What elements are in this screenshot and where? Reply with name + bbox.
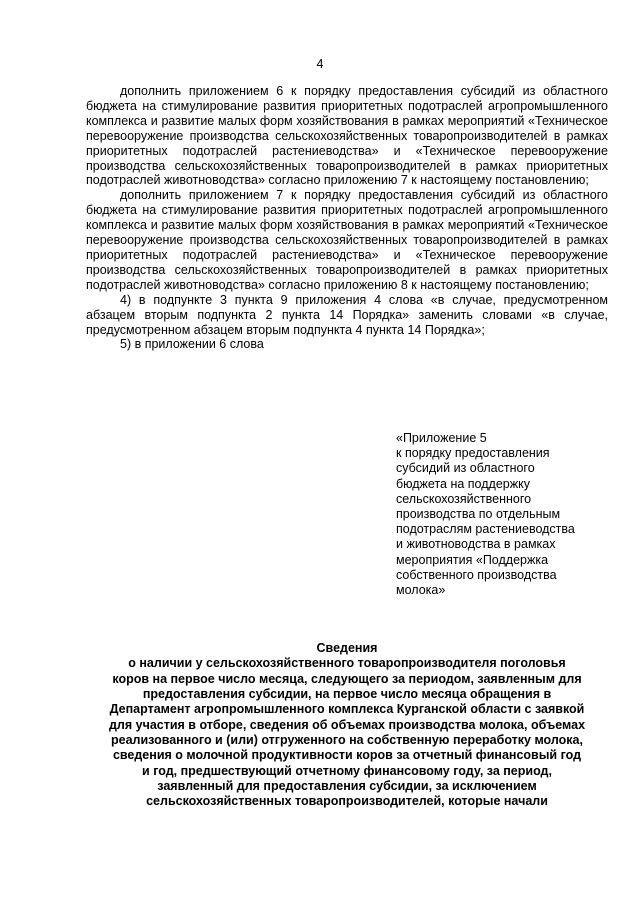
appendix-line: подотраслям растениеводства [396,522,575,537]
heading-line: сведения о молочной продуктивности коров за отчетный финансовый год [112,748,582,763]
appendix-line: мероприятия «Поддержка [396,552,549,567]
appendix-line: к порядку предоставления [396,446,550,461]
heading-line: заявленный для предоставления субсидии, за исключением [157,779,537,794]
heading-line: реализованного и (или) отгруженного на собственную переработку молока, [111,733,583,748]
appendix-line: субсидий из областного [396,461,535,476]
heading-line: сельскохозяйственных товаропроизводителей, которые начали [146,794,548,809]
page-number: 4 [316,57,324,71]
heading-line: о наличии у сельскохозяйственного товаропроизводителя поголовья [128,656,566,671]
appendix-line: производства по отдельным [396,507,561,522]
heading-line: для участия в отборе, сведения об объемах производства молока, объемах [108,717,586,732]
paragraph-appendix-6: дополнить приложением 6 к порядку предоставления субсидий из областного бюджета на стимулирование развития приоритетных подотраслей агропромышленного комплекса и развитие малых форм хозяйствования в рамках мероприятий «Техническое перевооружение производства сельскохозяйственных товаропроизводителей в рамках приоритетных подотраслей растениеводства» и «Техническое перевооружение производства сельскохозяйственных товаропроизводителей в рамках приоритетных подотраслей животноводства» согласно приложению 7 к настоящему постановлению; [86,84,608,188]
heading-line: коров на первое число месяца, следующего за периодом, заявленным для [112,671,582,686]
heading-line: предоставления субсидии, на первое число месяца обращения в [142,687,552,702]
heading: Сведения [316,641,378,655]
paragraph-appendix-7: дополнить приложением 7 к порядку предоставления субсидий из областного бюджета на стимулирование развития приоритетных подотраслей агропромышленного комплекса и развитие малых форм хозяйствования в рамках мероприятий «Техническое перевооружение производства сельскохозяйственных товаропроизводителей в рамках приоритетных подотраслей растениеводства» и «Техническое перевооружение производства сельскохозяйственных товаропроизводителей в рамках приоритетных подотраслей животноводства» согласно приложению 8 к настоящему постановлению; [86,188,608,292]
appendix-line: «Приложение 5 [396,431,487,445]
appendix-line: и животноводства в рамках [396,537,556,552]
paragraph-item-4: 4) в подпункте 3 пункта 9 приложения 4 слова «в случае, предусмотренном абзацем вторым подпункта 2 пункта 14 Порядка» заменить словами «в случае, предусмотренном абзацем вторым подпункта 4 пункта 14 Порядка»; [86,292,608,337]
appendix-line: бюджета на поддержку [396,476,530,491]
heading-line: и год, предшествующий отчетному финансовому году, за период, [142,763,552,778]
document-title-block [86,641,608,810]
paragraph-item-5: 5) в приложении 6 слова [120,337,264,352]
heading-line: Департамент агропромышленного комплекса Курганской области с заявкой [109,702,585,717]
appendix-line: собственного производства [396,567,557,582]
appendix-line: сельскохозяйственного [396,491,532,506]
body-text [86,84,608,352]
appendix-line: молока» [396,583,446,598]
appendix-header-block [396,431,608,598]
